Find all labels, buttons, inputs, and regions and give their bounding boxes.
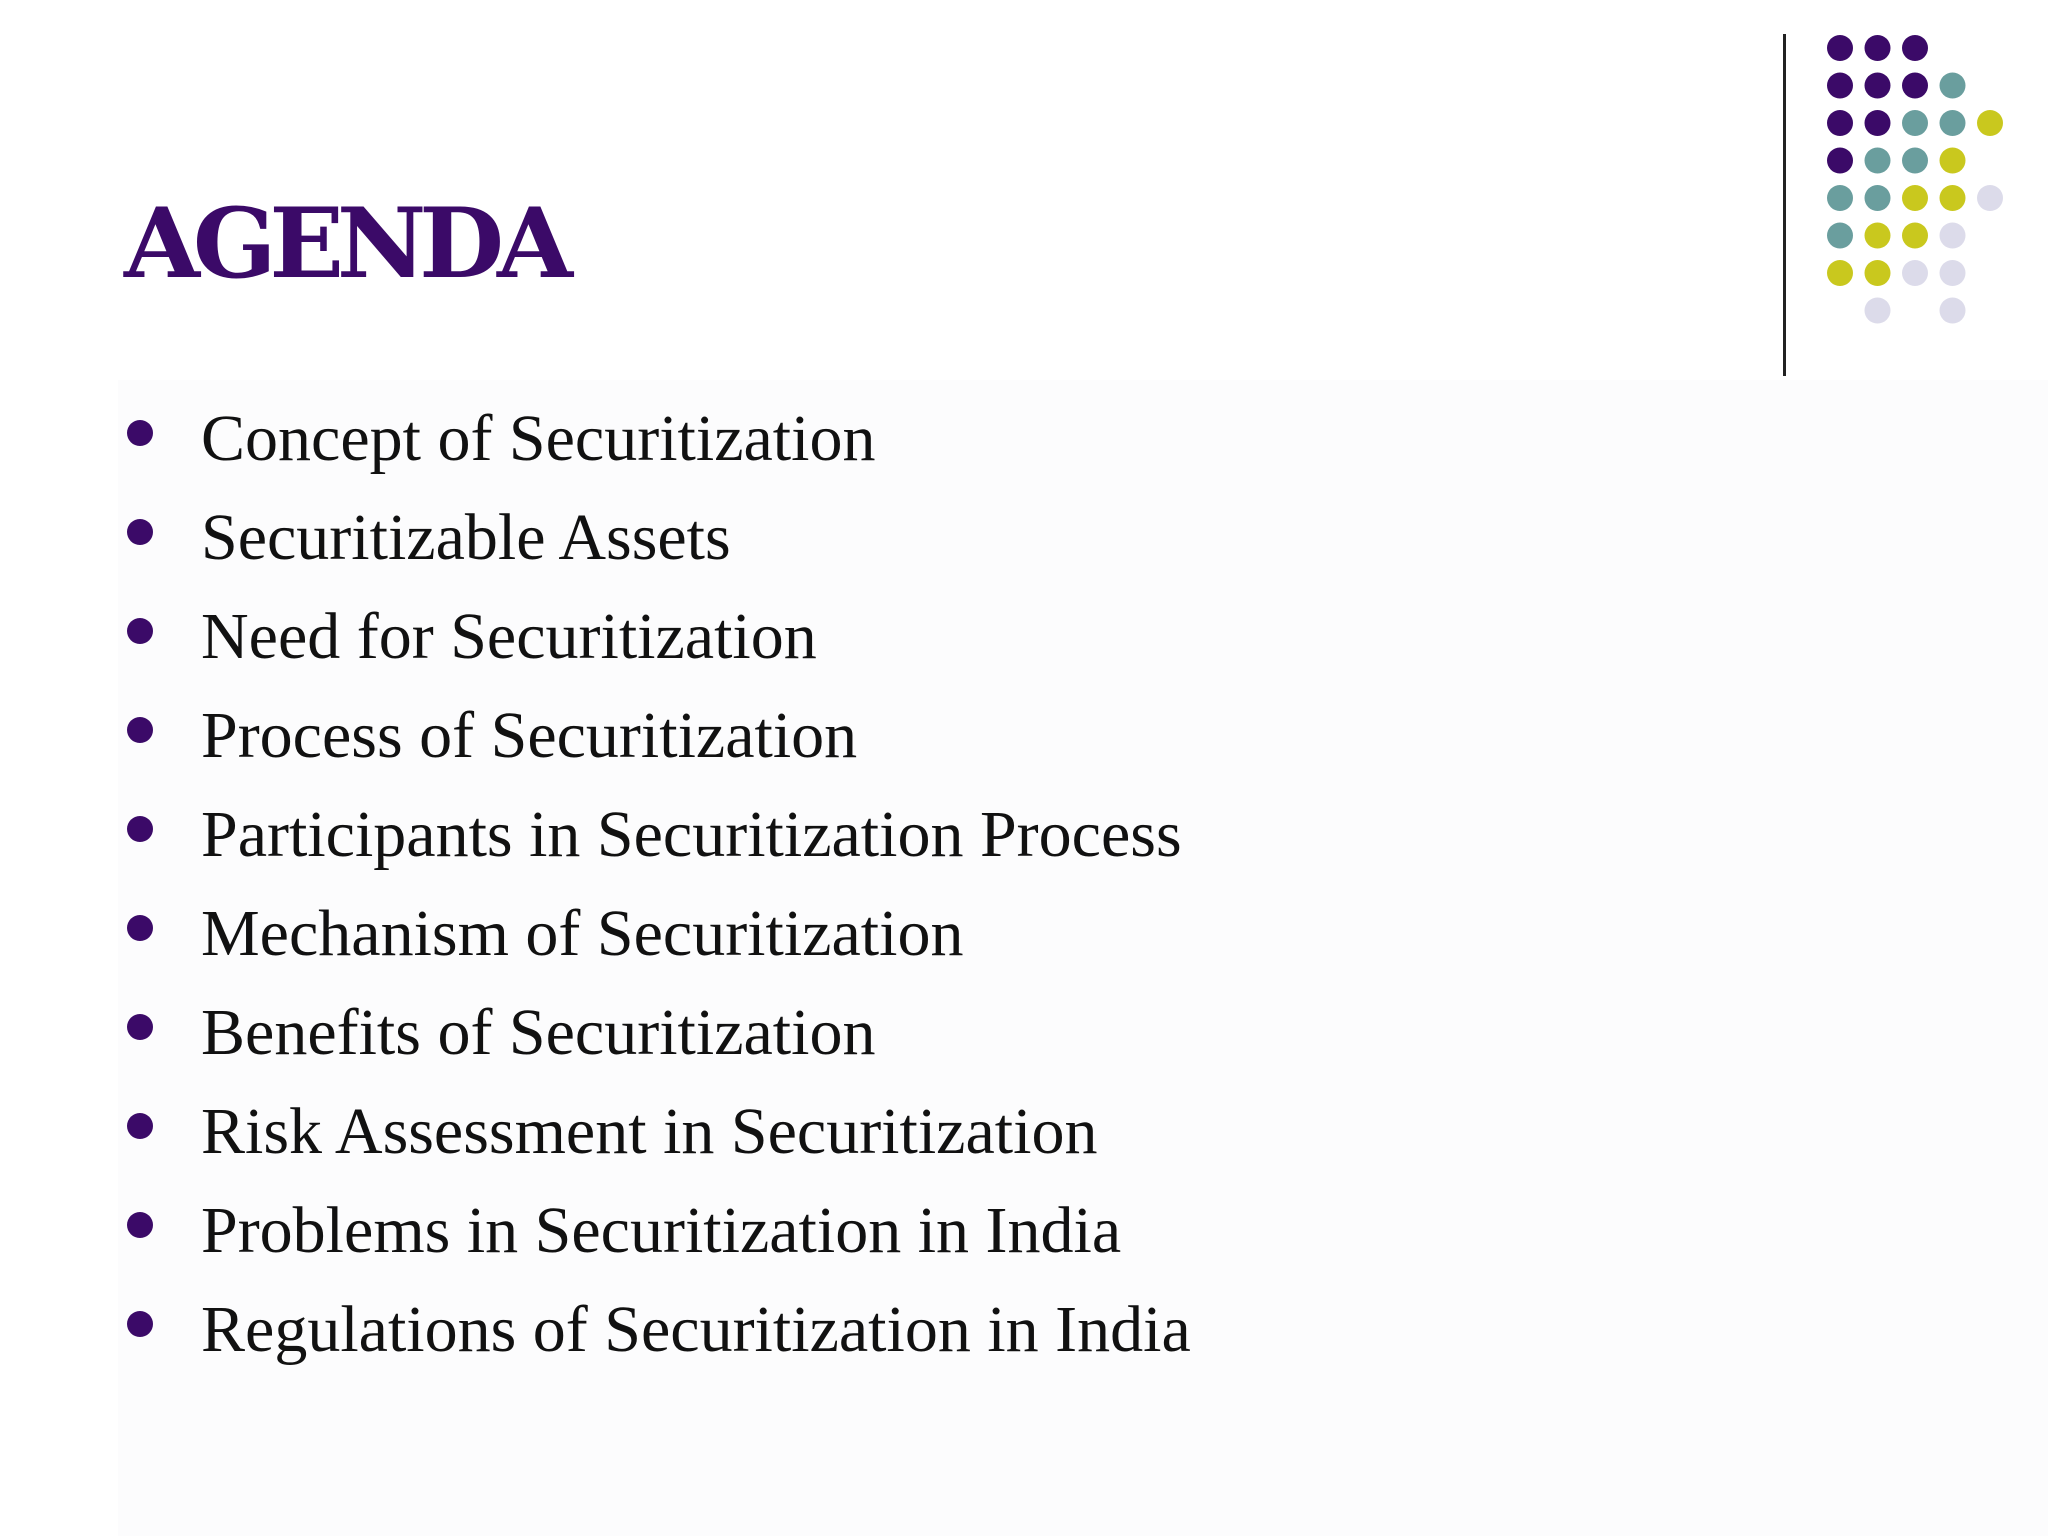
vertical-divider — [1783, 34, 1786, 376]
decorative-dot — [1902, 260, 1928, 286]
bullet-icon — [127, 1014, 153, 1040]
decorative-dot — [1827, 148, 1853, 174]
slide-title: AGENDA — [124, 187, 566, 300]
decorative-dot — [1940, 223, 1966, 249]
decorative-dot — [1940, 73, 1966, 99]
decorative-dot — [1827, 73, 1853, 99]
bullet-icon — [127, 519, 153, 545]
decorative-dot — [1865, 260, 1891, 286]
decorative-dot — [1940, 298, 1966, 324]
decorative-dot — [1865, 73, 1891, 99]
bullet-icon — [127, 618, 153, 644]
decorative-dot — [1902, 110, 1928, 136]
bullet-icon — [127, 915, 153, 941]
decorative-dot — [1977, 110, 2003, 136]
decorative-dot — [1902, 73, 1928, 99]
agenda-item-label: Benefits of Securitization — [201, 996, 876, 1069]
decorative-dot — [1940, 148, 1966, 174]
decorative-dot — [1940, 185, 1966, 211]
bullet-icon — [127, 816, 153, 842]
decorative-dot — [1865, 148, 1891, 174]
decorative-dot — [1865, 35, 1891, 61]
decorative-dot — [1865, 185, 1891, 211]
decorative-dot — [1827, 223, 1853, 249]
agenda-item-label: Participants in Securitization Process — [201, 798, 1182, 871]
decorative-dot — [1902, 148, 1928, 174]
agenda-item-label: Risk Assessment in Securitization — [201, 1095, 1098, 1168]
agenda-item-label: Securitizable Assets — [201, 501, 731, 574]
bullet-icon — [127, 1311, 153, 1337]
bullet-icon — [127, 420, 153, 446]
agenda-item-label: Process of Securitization — [201, 699, 858, 772]
decorative-dot — [1902, 185, 1928, 211]
agenda-item-label: Mechanism of Securitization — [201, 897, 964, 970]
decorative-dot — [1827, 260, 1853, 286]
decorative-dot — [1865, 223, 1891, 249]
bullet-icon — [127, 717, 153, 743]
decorative-dot — [1902, 35, 1928, 61]
decorative-dot — [1940, 260, 1966, 286]
agenda-item-label: Regulations of Securitization in India — [201, 1293, 1191, 1366]
agenda-item-label: Problems in Securitization in India — [201, 1194, 1122, 1267]
decorative-dot — [1827, 185, 1853, 211]
bullet-icon — [127, 1113, 153, 1139]
decorative-dot — [1865, 298, 1891, 324]
bullet-icon — [127, 1212, 153, 1238]
agenda-item-label: Concept of Securitization — [201, 402, 876, 475]
decorative-dot — [1940, 110, 1966, 136]
agenda-item-label: Need for Securitization — [201, 600, 817, 673]
decorative-dot — [1865, 110, 1891, 136]
decorative-dot — [1902, 223, 1928, 249]
decorative-dot — [1977, 185, 2003, 211]
decorative-dot — [1827, 110, 1853, 136]
decorative-dot — [1827, 35, 1853, 61]
